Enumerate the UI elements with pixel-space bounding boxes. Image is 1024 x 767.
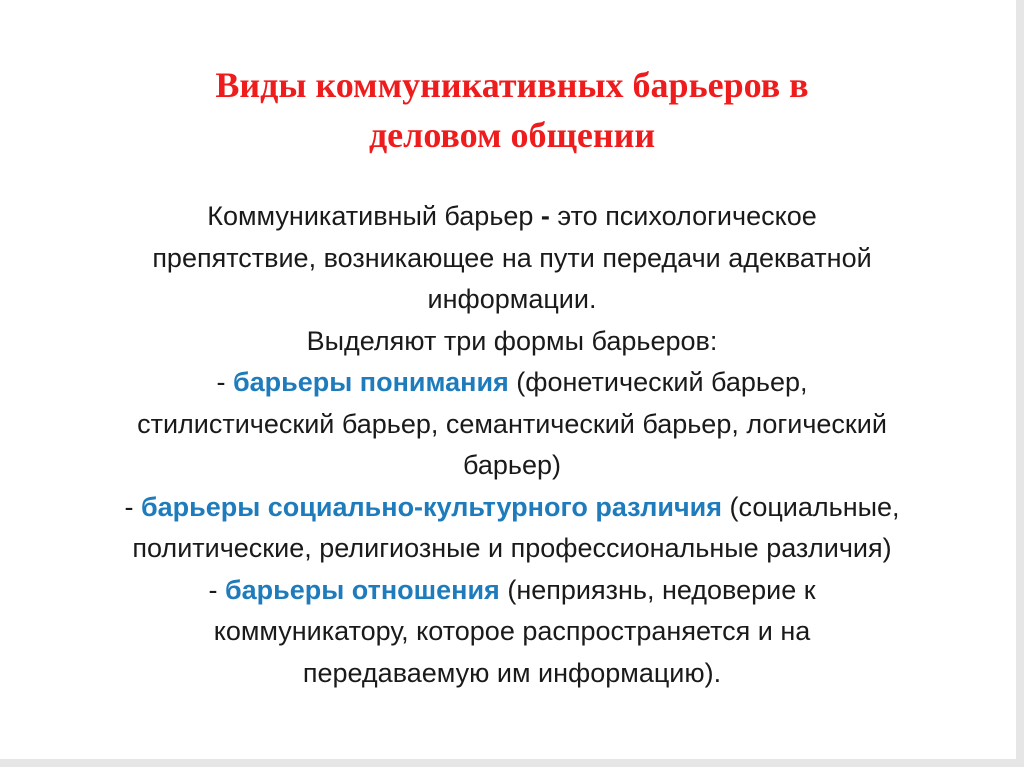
item-2-term: барьеры социально-культурного различия [140,491,723,522]
definition-line-2: препятствие, возникающее на пути передачи адекватной [152,242,872,273]
definition-text: это психологическое [549,201,817,231]
item-3-prefix: - [208,574,225,605]
definition-line-1 [40,196,984,238]
item-3-term: барьеры отношения [224,574,500,605]
definition-term: Коммуникативный барьер [207,201,541,231]
item-3-line-2: коммуникатору, которое распространяется и на [213,616,811,646]
item-1-line-3: барьер) [463,450,561,480]
item-1-desc: (фонетический барьер, [508,367,808,397]
item-1-line-1 [40,362,984,404]
item-1-line-2: стилистический барьер, семантический барьер, логический [137,408,887,439]
intro-line: Выделяют три формы барьеров: [306,325,718,356]
item-3-line-1 [40,570,984,612]
title-line-1: Виды коммуникативных барьеров в [215,65,809,105]
slide-body [40,196,984,694]
item-2-line-1 [40,487,984,529]
item-2-desc: (социальные, [722,491,900,522]
slide-title [60,60,964,160]
item-2-line-2: политические, религиозные и профессиональные различия) [132,533,892,563]
item-1-prefix: - [216,367,233,397]
title-line-2: деловом общении [368,115,656,155]
definition-dash: - [540,201,550,231]
item-2-prefix: - [124,491,141,522]
item-3-line-3: передаваемую им информацию). [302,657,722,688]
item-1-term: барьеры понимания [232,367,509,397]
item-3-desc: (неприязнь, недоверие к [499,574,816,605]
definition-line-3: информации. [427,284,597,314]
